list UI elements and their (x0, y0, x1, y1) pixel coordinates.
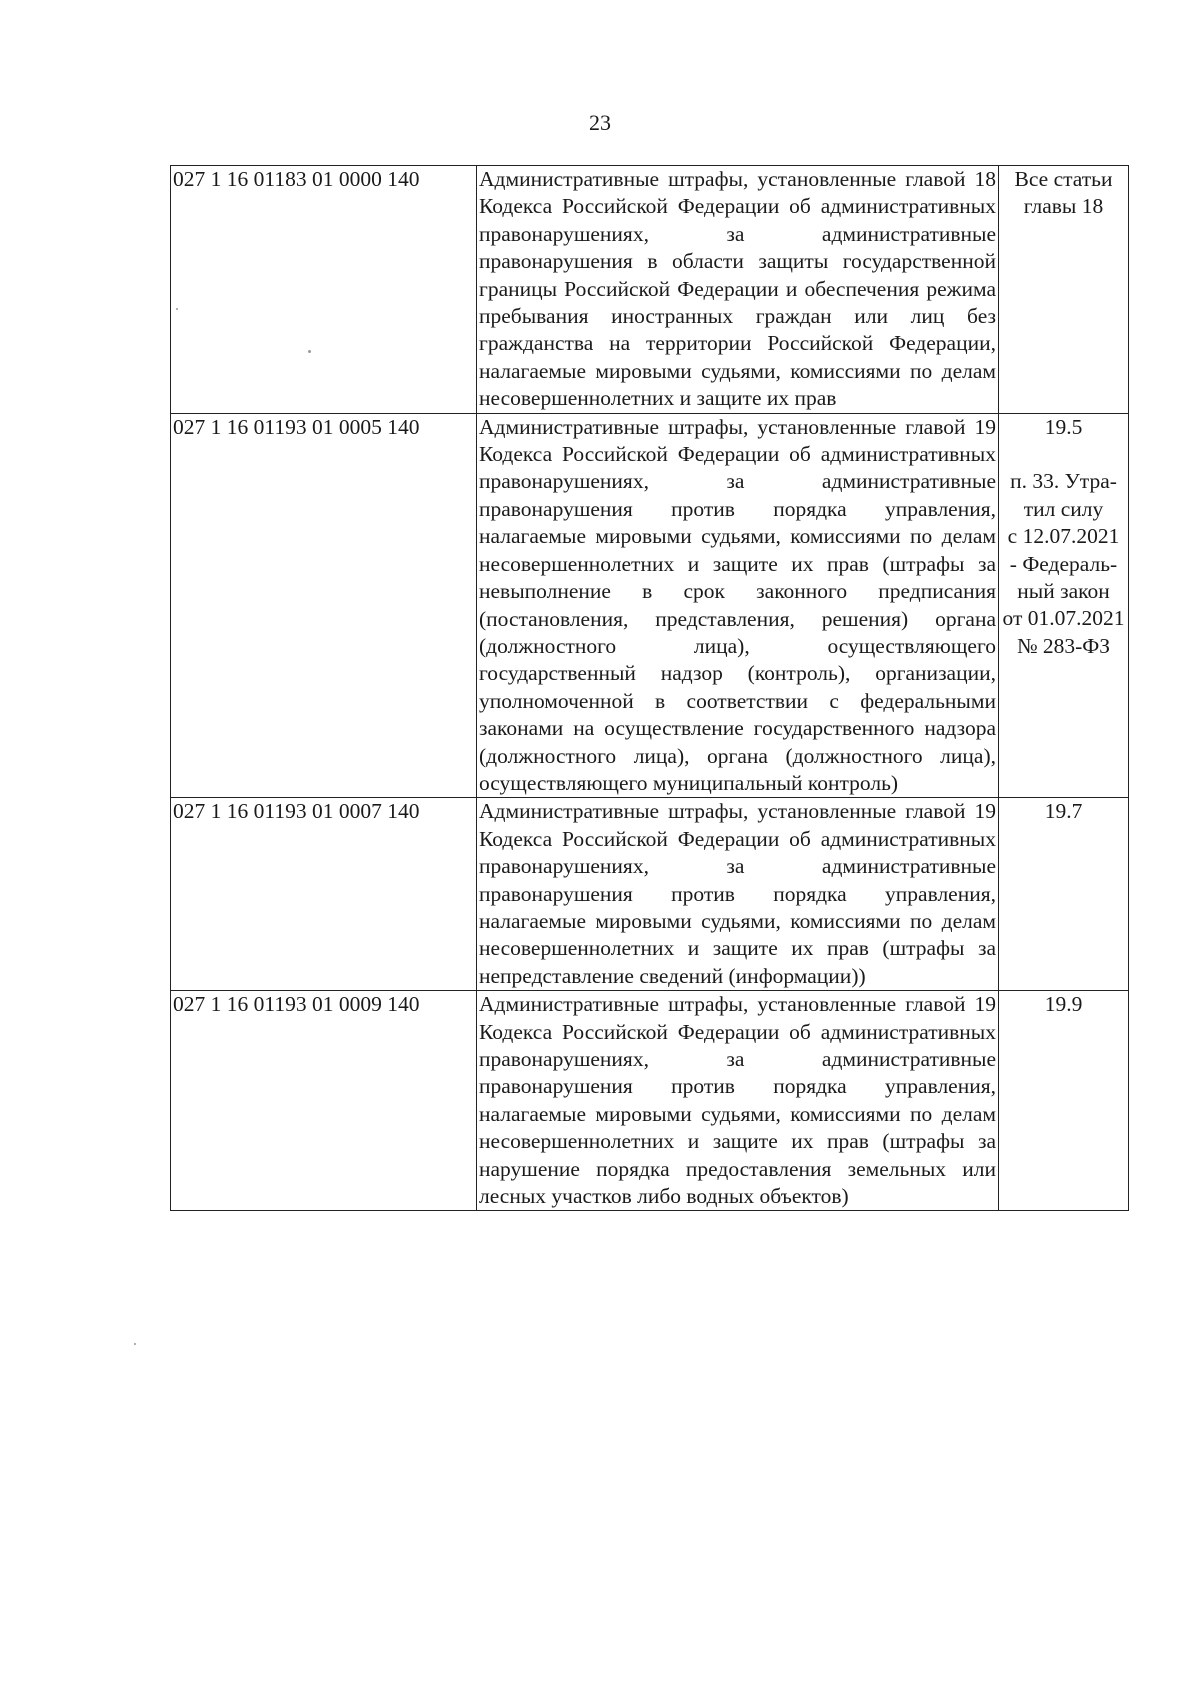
table-body (171, 166, 1129, 1211)
article-line: № 283-ФЗ (1016, 633, 1111, 658)
articles-cell (999, 991, 1129, 1211)
description-cell: Административные штрафы, установленные главой 19 Кодекса Российской Федерации об административных правонарушениях, за административные правонарушения против порядка управления, налагаемые мировыми судьями, комиссиями по делам несовершеннолетних и защите их прав (штрафы за нарушение порядка предоставления земельных или лесных участков либо водных объектов) (477, 991, 999, 1211)
budget-code-cell: 027 1 16 01193 01 0009 140 (171, 991, 477, 1211)
table-row (171, 166, 1129, 414)
budget-code-cell: 027 1 16 01193 01 0007 140 (171, 798, 477, 991)
article-line: тил силу (1023, 496, 1104, 521)
articles-cell (999, 166, 1129, 414)
budget-code-cell: 027 1 16 01193 01 0005 140 (171, 413, 477, 798)
budget-code-cell: 027 1 16 01183 01 0000 140 (171, 166, 477, 414)
scan-speck (308, 350, 311, 353)
articles-cell (999, 798, 1129, 991)
article-line: 19.7 (1044, 799, 1083, 824)
description-cell: Административные штрафы, установленные главой 18 Кодекса Российской Федерации об административных правонарушениях, за административные правонарушения в области защиты государственной границы Российской Федерации и обеспечения режима пребывания иностранных граждан или лиц без гражданства на территории Российской Федерации, налагаемые мировыми судьями, комиссиями по делам несовершеннолетних и защите их прав (477, 166, 999, 414)
article-line: от 01.07.2021 (1002, 606, 1125, 631)
table-row (171, 413, 1129, 798)
article-line: 19.5 (1044, 414, 1083, 439)
article-line: п. 33. Утра- (1010, 469, 1117, 494)
description-cell: Административные штрафы, установленные главой 19 Кодекса Российской Федерации об административных правонарушениях, за административные правонарушения против порядка управления, налагаемые мировыми судьями, комиссиями по делам несовершеннолетних и защите их прав (штрафы за невыполнение в срок законного предписания (постановления, представления, решения) органа (должностного лица), осуществляющего государственный надзор (контроль), организации, уполномоченной в соответствии с федеральными законами на осуществление государственного надзора (должностного лица), органа (должностного лица), осуществляющего муниципальный контроль) (477, 413, 999, 798)
article-line: Все статьи (1014, 167, 1113, 191)
article-line: 19.9 (1044, 992, 1083, 1017)
article-line: главы 18 (1023, 194, 1104, 219)
article-gap (1001, 441, 1126, 468)
article-line: - Федераль- (1009, 551, 1118, 576)
scan-speck (134, 1343, 136, 1345)
article-line: ный закон (1017, 579, 1110, 604)
article-line: с 12.07.2021 (1007, 524, 1120, 549)
articles-cell (999, 413, 1129, 798)
table-row (171, 991, 1129, 1211)
page-number: 23 (589, 110, 611, 135)
scan-speck (176, 308, 178, 310)
budget-codes-table (170, 165, 1129, 1211)
description-cell: Административные штрафы, установленные главой 19 Кодекса Российской Федерации об административных правонарушениях, за административные правонарушения против порядка управления, налагаемые мировыми судьями, комиссиями по делам несовершеннолетних и защите их прав (штрафы за непредставление сведений (информации)) (477, 798, 999, 991)
table-row (171, 798, 1129, 991)
